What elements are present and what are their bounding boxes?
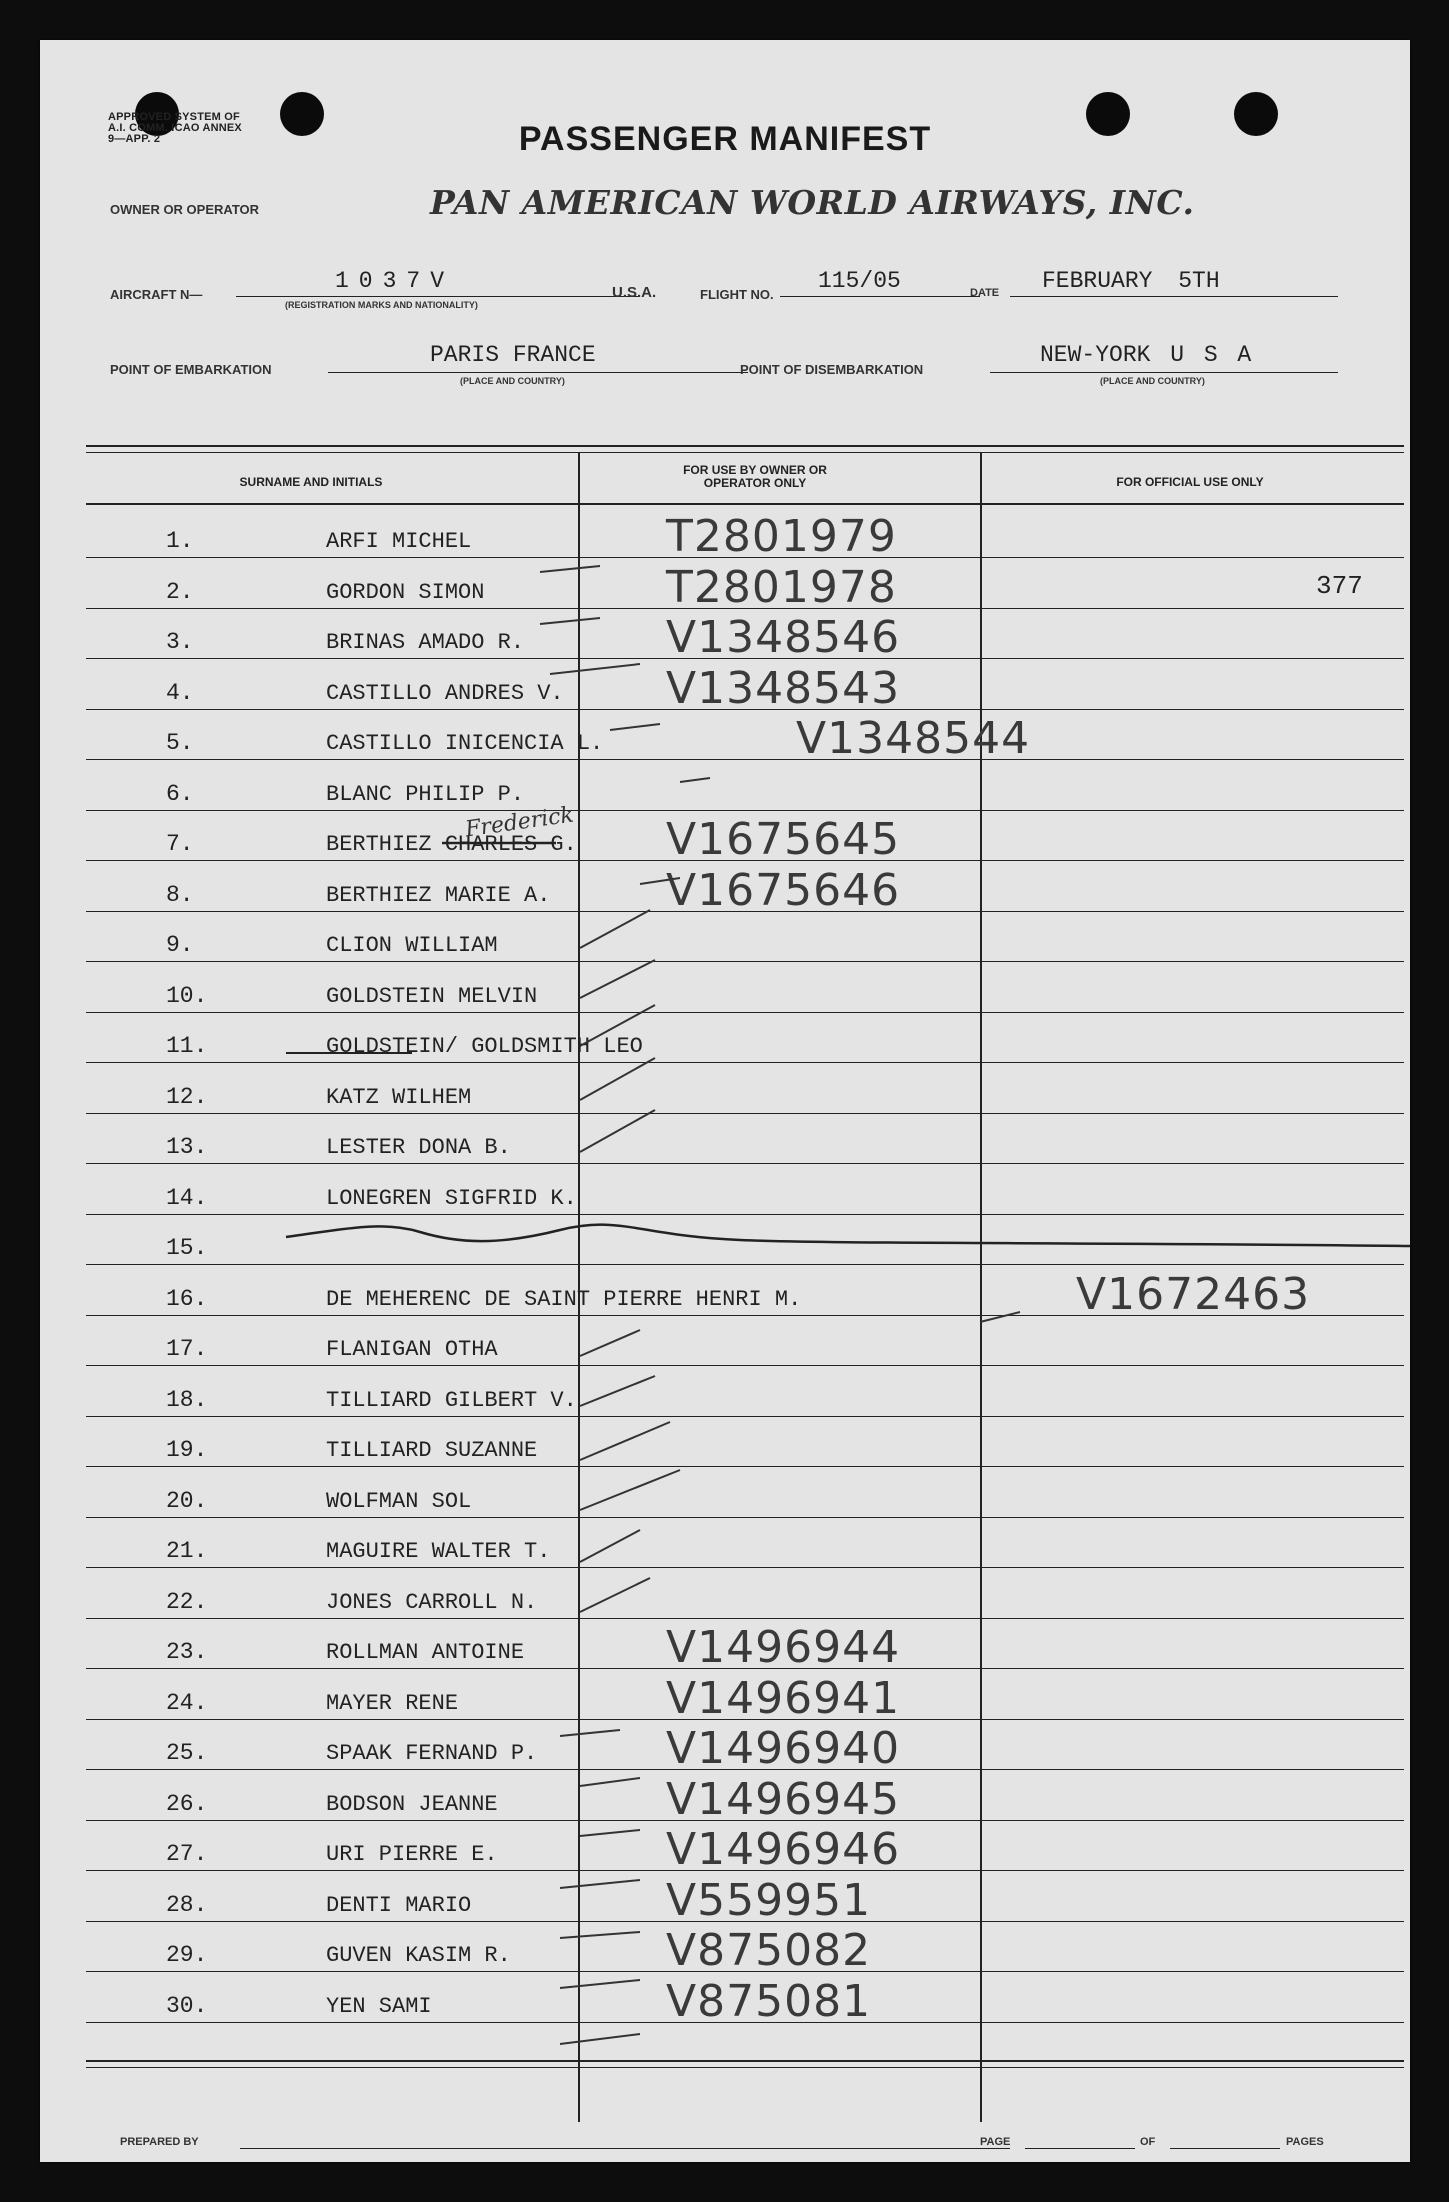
passenger-row <box>86 1316 1404 1366</box>
passenger-name: BODSON JEANNE <box>326 1791 498 1817</box>
passenger-row <box>86 609 1404 663</box>
page-label: PAGE <box>980 2136 1011 2148</box>
prepared-by-label: PREPARED BY <box>120 2136 199 2148</box>
flight-label: FLIGHT NO. <box>700 287 774 302</box>
passenger-name: YEN SAMI <box>326 1993 432 2019</box>
row-number: 30. <box>166 1992 208 2019</box>
operator-name: PAN AMERICAN WORLD AIRWAYS, INC. <box>430 183 1195 222</box>
passport-number: V1496944 <box>666 1622 901 1673</box>
passenger-name: LONEGREN SIGFRID K. <box>326 1185 577 1211</box>
passenger-name: URI PIERRE E. <box>326 1842 498 1867</box>
flight-number: 115/05 <box>818 268 901 294</box>
row-number: 11. <box>166 1033 208 1059</box>
approval-note: APPROVED SYSTEM OF A.I. COMM. ICAO ANNEX 9—APP. 2 <box>108 111 242 145</box>
passenger-row <box>86 660 1404 714</box>
passport-number: V1675645 <box>666 814 901 865</box>
place-note: (PLACE AND COUNTRY) <box>1100 376 1205 386</box>
row-number: 7. <box>166 831 194 857</box>
col-header-official-use: FOR OFFICIAL USE ONLY <box>1116 475 1264 489</box>
row-number: 20. <box>166 1487 208 1514</box>
passenger-row <box>86 1670 1404 1724</box>
aircraft-label: AIRCRAFT N— <box>110 287 203 302</box>
passenger-row <box>86 1518 1404 1568</box>
passenger-row <box>86 811 1404 865</box>
passenger-row <box>86 1165 1404 1215</box>
registration-note: (REGISTRATION MARKS AND NATIONALITY) <box>285 300 478 310</box>
passenger-row <box>86 1114 1404 1164</box>
passenger-row <box>86 1367 1404 1417</box>
owner-label: OWNER OR OPERATOR <box>110 202 260 217</box>
passenger-row <box>86 1771 1404 1825</box>
passenger-name: GORDON SIMON <box>326 579 485 605</box>
passenger-name: WOLFMAN SOL <box>326 1488 472 1514</box>
passenger-name: BERTHIEZ MARIE A. <box>326 882 551 908</box>
passenger-row <box>86 1720 1404 1774</box>
row-number: 19. <box>166 1437 208 1463</box>
date-value: FEBRUARY 5TH <box>1042 268 1220 294</box>
passenger-name: ARFI MICHEL <box>326 529 472 554</box>
embarkation-value: PARIS FRANCE <box>430 342 596 368</box>
passenger-row <box>86 710 1404 764</box>
passport-number: V1348543 <box>666 662 901 714</box>
passenger-row <box>86 963 1404 1013</box>
row-number: 18. <box>166 1386 208 1413</box>
passenger-name: CLION WILLIAM <box>326 933 498 958</box>
passenger-row <box>86 1922 1404 1976</box>
passenger-row <box>86 1872 1404 1926</box>
passenger-name: BRINAS AMADO R. <box>326 630 525 655</box>
passenger-row <box>86 508 1404 562</box>
passenger-name: DE MEHERENC DE SAINT PIERRE HENRI M. <box>326 1286 802 1312</box>
row-number: 26. <box>166 1790 208 1817</box>
passenger-name: DENTI MARIO <box>326 1892 472 1918</box>
passenger-row <box>86 1973 1404 2027</box>
passport-number: T2801978 <box>666 561 897 613</box>
passport-number: V875082 <box>666 1925 872 1976</box>
row-number: 27. <box>166 1841 208 1867</box>
country-label: U.S.A. <box>612 284 657 301</box>
passenger-row <box>86 1468 1404 1518</box>
passenger-row <box>86 1417 1404 1467</box>
date-label: DATE <box>970 287 1000 299</box>
passenger-name: MAGUIRE WALTER T. <box>326 1539 551 1564</box>
passenger-name: TILLIARD SUZANNE <box>326 1438 538 1463</box>
row-number: 23. <box>166 1639 208 1665</box>
row-rule <box>86 2022 1404 2023</box>
passenger-row <box>86 761 1404 811</box>
passenger-name: TILLIARD GILBERT V. <box>326 1387 577 1413</box>
passport-number: V1348544 <box>796 713 1031 764</box>
pages-label: PAGES <box>1286 2136 1324 2148</box>
passenger-name: BERTHIEZ CHARLES G. <box>326 832 577 857</box>
place-note: (PLACE AND COUNTRY) <box>460 376 565 386</box>
col-header-surname: SURNAME AND INITIALS <box>239 475 383 489</box>
page-title: PASSENGER MANIFEST <box>518 120 932 158</box>
passenger-name: SPAAK FERNAND P. <box>326 1741 538 1766</box>
row-number: 16. <box>166 1285 208 1312</box>
manifest-page <box>40 40 1410 2162</box>
disembarkation-value: NEW-YORK U S A <box>1040 342 1252 368</box>
passport-number: V1348546 <box>666 612 901 663</box>
passenger-row <box>86 1569 1404 1619</box>
disembarkation-label: POINT OF DISEMBARKATION <box>740 362 924 377</box>
row-number: 9. <box>166 932 194 958</box>
passenger-name: LESTER DONA B. <box>326 1135 511 1160</box>
passenger-name: GUVEN KASIM R. <box>326 1943 511 1968</box>
passenger-row <box>86 862 1404 916</box>
passenger-row <box>86 1013 1404 1063</box>
passenger-row <box>86 1064 1404 1114</box>
passenger-name: CASTILLO ANDRES V. <box>326 680 564 706</box>
passenger-row <box>86 559 1404 613</box>
col-header-owner-use: FOR USE BY OWNER OR OPERATOR ONLY <box>683 463 827 490</box>
row-number: 24. <box>166 1689 208 1716</box>
embarkation-label: POINT OF EMBARKATION <box>110 362 272 377</box>
row-number: 17. <box>166 1336 208 1362</box>
row-number: 25. <box>166 1740 208 1766</box>
row-number: 15. <box>166 1235 208 1261</box>
passenger-name: MAYER RENE <box>326 1690 459 1716</box>
row-number: 28. <box>166 1891 208 1918</box>
passenger-name: CASTILLO INICENCIA L. <box>326 731 604 756</box>
passenger-row <box>86 912 1404 962</box>
passport-number: V1496946 <box>666 1824 901 1875</box>
row-number: 4. <box>166 679 194 706</box>
row-number: 6. <box>166 780 194 807</box>
row-number: 3. <box>166 629 194 655</box>
row-number: 1. <box>166 528 194 554</box>
row-number: 10. <box>166 982 208 1009</box>
passport-number: V1672463 <box>1076 1268 1311 1320</box>
passport-number: V1675646 <box>666 864 901 916</box>
passenger-name: ROLLMAN ANTOINE <box>326 1640 525 1665</box>
passport-number: V1496945 <box>666 1773 901 1825</box>
passport-number: V1496940 <box>666 1723 901 1774</box>
row-number: 2. <box>166 578 194 605</box>
passenger-name: KATZ WILHEM <box>326 1084 472 1110</box>
aircraft-value: 1037V <box>335 268 455 294</box>
row-number: 21. <box>166 1538 208 1564</box>
row-number: 29. <box>166 1942 208 1968</box>
passport-number: T2801979 <box>666 511 897 562</box>
official-use-value: 377 <box>1316 570 1363 601</box>
passenger-name: JONES CARROLL N. <box>326 1589 538 1615</box>
passenger-row <box>86 1619 1404 1673</box>
handwritten-correction: Frederick <box>463 802 576 843</box>
passenger-name: FLANIGAN OTHA <box>326 1337 498 1362</box>
row-number: 5. <box>166 730 194 756</box>
row-number: 13. <box>166 1134 208 1160</box>
row-number: 12. <box>166 1083 208 1110</box>
of-label: OF <box>1140 2136 1156 2148</box>
passenger-row <box>86 1215 1404 1265</box>
row-number: 14. <box>166 1184 208 1211</box>
passenger-name: BLANC PHILIP P. <box>326 781 525 807</box>
row-number: 8. <box>166 881 194 908</box>
passport-number: V875081 <box>666 1975 872 2027</box>
row-number: 22. <box>166 1588 208 1615</box>
passenger-name: GOLDSTEIN/ GOLDSMITH LEO <box>326 1034 643 1059</box>
passport-number: V559951 <box>666 1874 872 1926</box>
passport-number: V1496941 <box>666 1672 901 1724</box>
passenger-row <box>86 1821 1404 1875</box>
passenger-name: GOLDSTEIN MELVIN <box>326 983 538 1009</box>
passenger-row <box>86 1266 1404 1320</box>
